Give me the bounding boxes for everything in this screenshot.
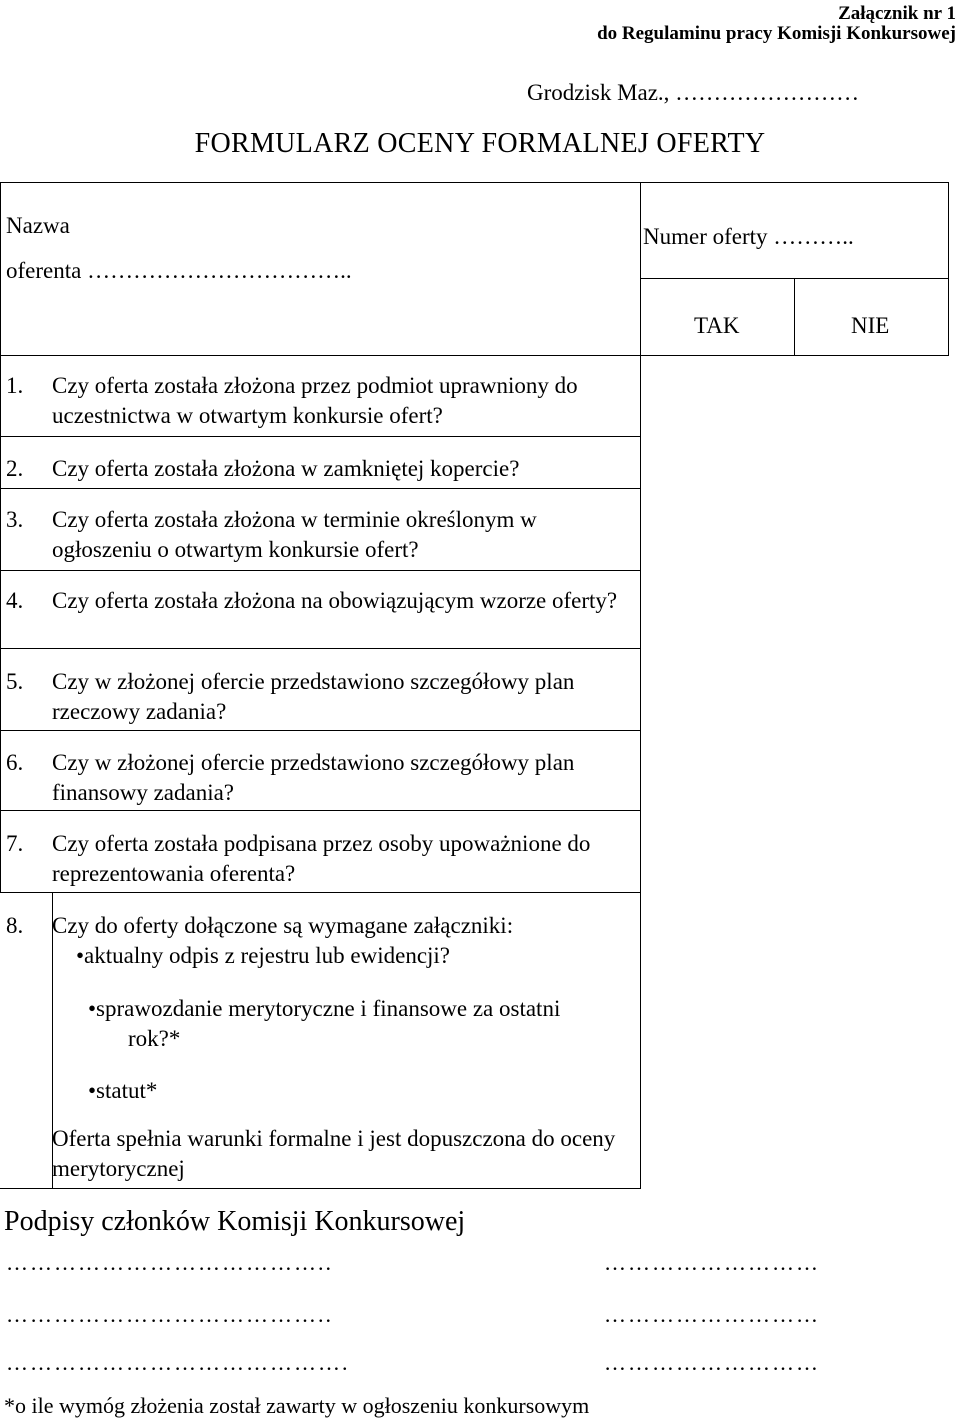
column-yes-header: TAK [694, 313, 740, 338]
signature-line: ……………………… [604, 1350, 820, 1375]
offeror-name-label: Nazwa [6, 213, 70, 238]
table-divider [794, 278, 795, 356]
question-number: 7. [6, 831, 24, 856]
attachment-item: •statut* [88, 1078, 158, 1103]
table-divider [0, 730, 640, 731]
column-no-header: NIE [851, 313, 890, 338]
signature-line: ……………………………………. [6, 1350, 350, 1375]
question-text: Czy do oferty dołączone są wymagane załączniki: [52, 913, 514, 938]
table-border-top [0, 182, 948, 183]
attachment-item: •aktualny odpis z rejestru lub ewidencji? [76, 943, 451, 968]
page-title: FORMULARZ OCENY FORMALNEJ OFERTY [194, 128, 766, 159]
table-border-bottom [0, 1188, 640, 1189]
question-number: 2. [6, 456, 24, 481]
question-text: Czy oferta została złożona w zamkniętej kopercie? [52, 456, 520, 481]
table-divider [0, 810, 640, 811]
question-text: Czy w złożonej ofercie przedstawiono szczegółowy plan rzeczowy zadania? [52, 669, 575, 724]
table-divider [0, 436, 640, 437]
annex-reference: do Regulaminu pracy Komisji Konkursowej [597, 23, 956, 44]
annex-number: Załącznik nr 1 [838, 3, 956, 24]
question-number: 8. [6, 913, 24, 938]
table-divider [0, 648, 640, 649]
question-number: 5. [6, 669, 24, 694]
attachment-item: •sprawozdanie merytoryczne i finansowe za ostatni [88, 996, 561, 1021]
signature-line: ………………………………….. [6, 1250, 333, 1275]
table-divider [0, 570, 640, 571]
table-divider [0, 488, 640, 489]
question-text: Czy oferta została złożona w terminie określonym w ogłoszeniu o otwartym konkursie ofert? [52, 507, 537, 562]
question-text: Czy w złożonej ofercie przedstawiono szczegółowy plan finansowy zadania? [52, 750, 575, 805]
footnote: *o ile wymóg złożenia został zawarty w ogłoszeniu konkursowym [4, 1393, 590, 1418]
table-divider [640, 182, 641, 1189]
question-number: 1. [6, 373, 24, 398]
signature-line: ………………………………….. [6, 1302, 333, 1327]
place-date: Grodzisk Maz., …………………… [527, 80, 860, 105]
offer-number-field: Numer oferty ……….. [643, 224, 854, 249]
question-text: Czy oferta została podpisana przez osoby upoważnione do reprezentowania oferenta? [52, 831, 591, 886]
attachment-item: rok?* [128, 1026, 181, 1051]
table-border-right [948, 182, 949, 356]
table-border-left [0, 182, 1, 893]
offeror-name-field: oferenta …………………………….. [6, 258, 352, 283]
table-divider [0, 892, 640, 893]
signature-line: ……………………… [604, 1250, 820, 1275]
table-divider [0, 355, 948, 356]
signature-line: ……………………… [604, 1302, 820, 1327]
final-statement: Oferta spełnia warunki formalne i jest dopuszczona do oceny merytorycznej [52, 1126, 616, 1181]
question-number: 4. [6, 588, 24, 613]
signatures-heading: Podpisy członków Komisji Konkursowej [4, 1206, 466, 1237]
question-text: Czy oferta została złożona na obowiązującym wzorze oferty? [52, 588, 618, 613]
question-number: 3. [6, 507, 24, 532]
question-text: Czy oferta została złożona przez podmiot uprawniony do uczestnictwa w otwartym konkursie ofert? [52, 373, 578, 428]
question-number: 6. [6, 750, 24, 775]
